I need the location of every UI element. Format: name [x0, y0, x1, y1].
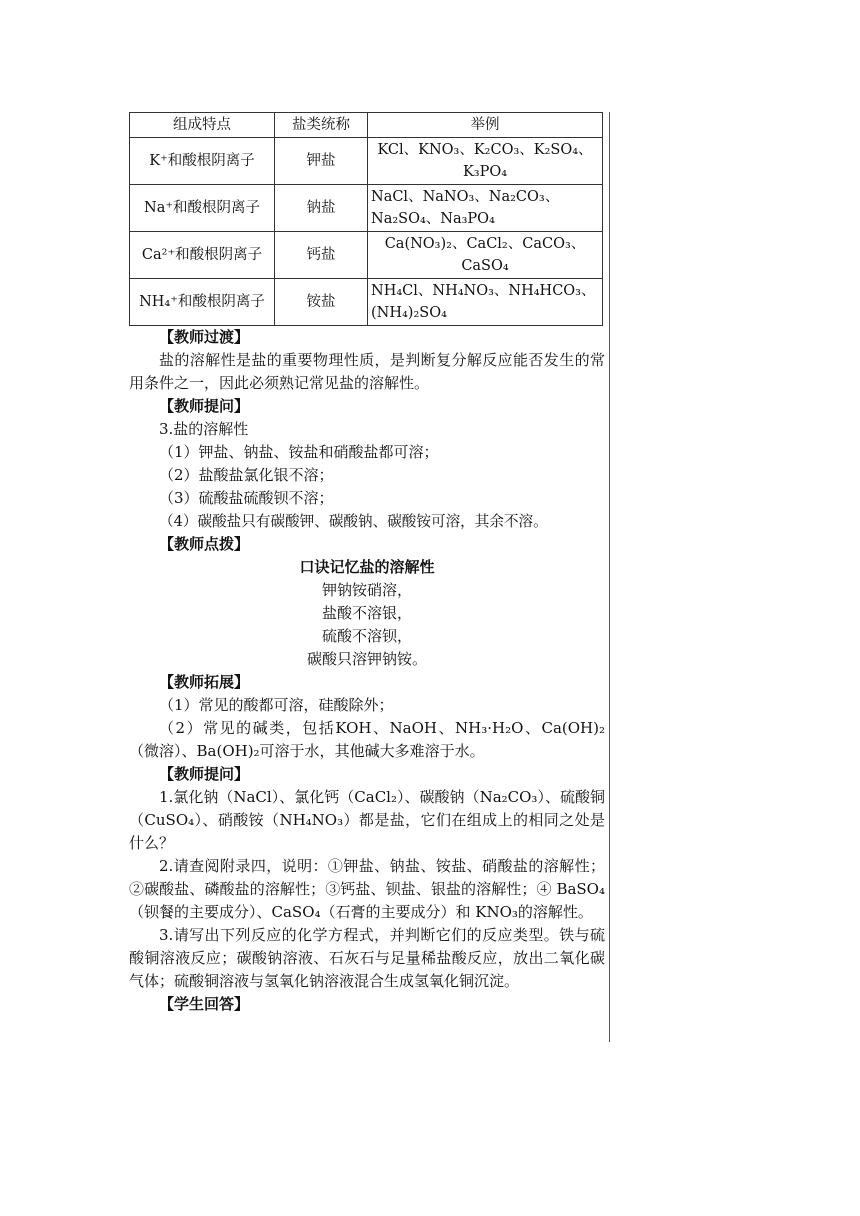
teacher-question-tag-2: 【教师提问】	[159, 765, 250, 783]
row-example: NaCl、NaNO₃、Na₂CO₃、Na₂SO₄、Na₃PO₄	[368, 185, 603, 232]
rhyme-title: 口诀记忆盐的溶解性	[299, 558, 435, 576]
table-row	[130, 279, 603, 326]
table-header-row	[130, 113, 603, 138]
teacher-transition-tag: 【教师过渡】	[159, 328, 250, 346]
table-row	[130, 138, 603, 185]
rhyme-line: 硫酸不溶钡，	[321, 627, 412, 645]
row-name: 钠盐	[275, 185, 368, 232]
row-feature: Ca²⁺和酸根阴离子	[130, 232, 275, 279]
question-item: 2.请查阅附录四，说明：①钾盐、钠盐、铵盐、硝酸盐的溶解性；②碳酸盐、磷酸盐的溶解性；③钙盐、钡盐、银盐的溶解性；④ BaSO₄（钡餐的主要成分）、CaSO₄（石膏的主要成分）和 KNO₃的溶解性。	[129, 857, 605, 921]
header-example: 举例	[368, 113, 603, 138]
row-feature: K⁺和酸根阴离子	[130, 138, 275, 185]
solubility-title: 3.盐的溶解性	[159, 420, 249, 438]
solubility-item: （3）硫酸盐硫酸钡不溶；	[159, 489, 334, 507]
row-example: KCl、KNO₃、K₂CO₃、K₂SO₄、K₃PO₄	[368, 138, 603, 185]
header-feature: 组成特点	[130, 113, 275, 138]
extend-item: （1）常见的酸都可溶，硅酸除外；	[159, 696, 394, 714]
row-feature: NH₄⁺和酸根阴离子	[130, 279, 275, 326]
row-feature: Na⁺和酸根阴离子	[130, 185, 275, 232]
solubility-item: （4）碳酸盐只有碳酸钾、碳酸钠、碳酸铵可溶，其余不溶。	[159, 513, 548, 530]
extend-item: （2）常见的碱类，包括KOH、NaOH、NH₃·H₂O、Ca(OH)₂（微溶）、Ba(OH)₂可溶于水，其他碱大多难溶于水。	[129, 719, 605, 760]
solubility-item: （1）钾盐、钠盐、铵盐和硝酸盐都可溶；	[159, 443, 439, 461]
right-margin-line	[609, 112, 610, 1042]
solubility-item: （2）盐酸盐氯化银不溶；	[159, 466, 334, 484]
row-example: NH₄Cl、NH₄NO₃、NH₄HCO₃、(NH₄)₂SO₄	[368, 279, 603, 326]
teacher-hint-tag: 【教师点拨】	[159, 535, 250, 553]
transition-paragraph: 盐的溶解性是盐的重要物理性质，是判断复分解反应能否发生的常用条件之一，因此必须熟记常见盐的溶解性。	[129, 351, 605, 392]
table-row	[130, 232, 603, 279]
question-item: 1.氯化钠（NaCl）、氯化钙（CaCl₂）、碳酸钠（Na₂CO₃）、硫酸铜（CuSO₄）、硝酸铵（NH₄NO₃）都是盐，它们在组成上的相同之处是什么？	[129, 788, 605, 852]
row-name: 钾盐	[275, 138, 368, 185]
rhyme-line: 盐酸不溶银，	[321, 604, 412, 622]
teacher-extend-tag: 【教师拓展】	[159, 673, 250, 691]
teacher-question-tag: 【教师提问】	[159, 397, 250, 415]
document-body	[129, 112, 605, 1016]
row-name: 铵盐	[275, 279, 368, 326]
student-answer-tag: 【学生回答】	[159, 995, 250, 1013]
header-name: 盐类统称	[275, 113, 368, 138]
rhyme-line: 碳酸只溶钾钠铵。	[306, 650, 427, 668]
row-example: Ca(NO₃)₂、CaCl₂、CaCO₃、CaSO₄	[368, 232, 603, 279]
salt-classification-table	[129, 112, 603, 326]
row-name: 钙盐	[275, 232, 368, 279]
question-item: 3.请写出下列反应的化学方程式，并判断它们的反应类型。铁与硫酸铜溶液反应；碳酸钠溶液、石灰石与足量稀盐酸反应，放出二氧化碳气体；硫酸铜溶液与氢氧化钠溶液混合生成氢氧化铜沉淀。	[129, 926, 605, 990]
rhyme-line: 钾钠铵硝溶，	[321, 581, 412, 599]
table-row	[130, 185, 603, 232]
